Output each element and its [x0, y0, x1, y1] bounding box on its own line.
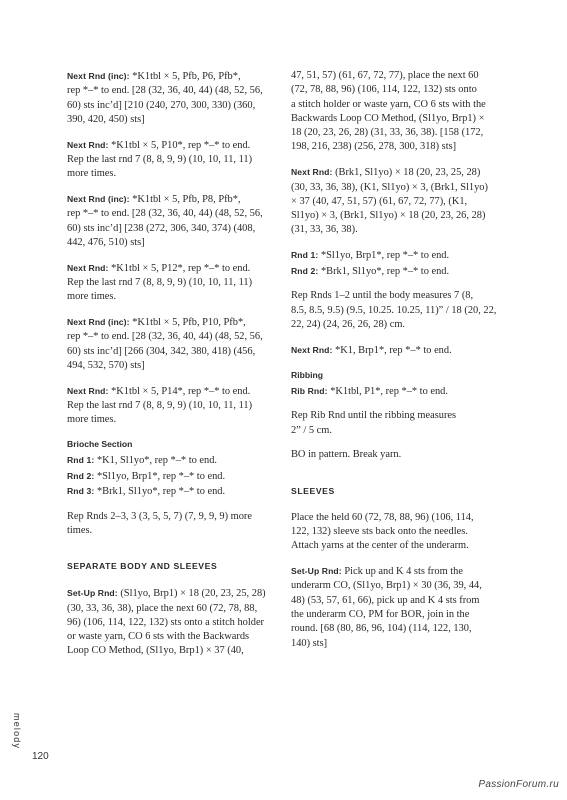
- section-heading-separate: SEPARATE BODY AND SLEEVES: [67, 561, 218, 572]
- ribbing-title: Ribbing: [291, 369, 323, 380]
- step-label: Next Rnd:: [67, 139, 109, 150]
- instruction-next-rnd-1: Next Rnd: *K1tbl × 5, P10*, rep *–* to end. Rep the last rnd 7 (8, 8, 9, 9) (10, 10, 11, 11) more times.: [67, 139, 253, 180]
- instruction-next-rnd-body: Next Rnd: (Brk1, Sl1yo) × 18 (20, 23, 25, 28) (30, 33, 36, 38), (K1, Sl1yo) × 3, (Brk1, Sl1yo) × 37 (40, 47, 51, 57) (61, 67, 72, 77), (K1, Sl1yo) × 3, (Brk1, Sl1yo) × 18 (20, 23, 26, 28) (31, 33, 36, 38).: [291, 167, 488, 236]
- instruction-next-rnd-k1: Next Rnd: *K1, Brp1*, rep *–* to end.: [291, 344, 452, 356]
- step-label: Next Rnd:: [67, 262, 109, 273]
- step-label: Next Rnd:: [291, 344, 333, 355]
- step-label: Rnd 1:: [67, 455, 95, 466]
- step-label: Next Rnd (inc):: [67, 194, 130, 205]
- brioche-repeat: Rep Rnds 2–3, 3 (3, 5, 5, 7) (7, 9, 9, 9) more times.: [67, 510, 252, 536]
- sleeves-intro: Place the held 60 (72, 78, 88, 96) (106, 114, 122, 132) sleeve sts back onto the needles. Attach yarns at the center of the underarm.: [291, 511, 474, 552]
- watermark: PassionForum.ru: [478, 779, 559, 790]
- brioche-rounds: Rnd 1: *K1, Sl1yo*, rep *–* to end. Rnd 2: *Sl1yo, Brp1*, rep *–* to end. Rnd 3: *Brk1, Sl1yo*, rep *–* to end.: [67, 455, 226, 497]
- section-heading-sleeves: SLEEVES: [291, 485, 335, 496]
- step-label: Set-Up Rnd:: [291, 566, 342, 577]
- bind-off: BO in pattern. Break yarn.: [291, 449, 402, 461]
- instruction-next-rnd-inc-2: Next Rnd (inc): *K1tbl × 5, Pfb, P8, Pfb*, rep *–* to end. [28 (32, 36, 40, 44) (48, 52, 56, 60) sts inc’d] [238 (272, 306, 340, 374) (408, 442, 476, 510) sts]: [67, 194, 263, 248]
- page-number: 120: [32, 751, 49, 762]
- rib-rnd: Rib Rnd: *K1tbl, P1*, rep *–* to end.: [291, 385, 448, 397]
- brioche-section-title: Brioche Section: [67, 439, 133, 450]
- step-label: Rnd 3:: [67, 485, 95, 496]
- right-column: [291, 69, 501, 661]
- instruction-next-rnd-3: Next Rnd: *K1tbl × 5, P14*, rep *–* to end. Rep the last rnd 7 (8, 8, 9, 9) (10, 10, 11, 11) more times.: [67, 385, 253, 426]
- step-label: Set-Up Rnd:: [67, 588, 118, 599]
- step-label: Rib Rnd:: [291, 385, 328, 396]
- ribbing-repeat: Rep Rib Rnd until the ribbing measures 2” / 5 cm.: [291, 410, 457, 436]
- body-rounds: Rnd 1: *Sl1yo, Brp1*, rep *–* to end. Rnd 2: *Brk1, Sl1yo*, rep *–* to end.: [291, 250, 450, 277]
- body-repeat: Rep Rnds 1–2 until the body measures 7 (8, 8.5, 8.5, 9.5) (9.5, 10.25. 10.25, 11)” / 18 (20, 22, 22, 24) (24, 26, 26, 28) cm.: [291, 290, 497, 330]
- step-label: Next Rnd:: [291, 167, 333, 178]
- setup-rnd-continued: 47, 51, 57) (61, 67, 72, 77), place the next 60 (72, 78, 88, 96) (106, 114, 122, 132) sts onto a stitch holder or waste yarn, CO 6 sts with the Backwards Loop CO Method, (Sl1yo, Brp1) × 18 (20, 23, 26, 28) (31, 33, 36, 38). [158 (172, 198, 216, 238) (256, 278, 300, 318) sts]: [291, 70, 486, 153]
- left-column: [67, 69, 277, 669]
- step-label: Next Rnd:: [67, 385, 109, 396]
- instruction-next-rnd-inc-1: Next Rnd (inc): *K1tbl × 5, Pfb, P6, Pfb*, rep *–* to end. [28 (32, 36, 40, 44) (48, 52, 56, 60) sts inc’d] [210 (240, 270, 300, 330) (360, 390, 420, 450) sts]: [67, 71, 263, 125]
- instruction-setup-rnd-sleeves: Set-Up Rnd: Pick up and K 4 sts from the underarm CO, (Sl1yo, Brp1) × 30 (36, 39, 44, 48) (53, 57, 61, 66), pick up and K 4 sts from the underarm CO, PM for BOR, join in the round. [68 (80, 86, 96, 104) (114, 122, 130, 140) sts]: [291, 566, 482, 649]
- step-label: Rnd 2:: [291, 265, 319, 276]
- instruction-setup-rnd-body: Set-Up Rnd: (Sl1yo, Brp1) × 18 (20, 23, 25, 28) (30, 33, 36, 38), place the next 60 (72, 78, 88, 96) (106, 114, 122, 132) sts onto a stitch holder or waste yarn, CO 6 sts with the Backwards Loop CO Method, (Sl1yo, Brp1) × 37 (40,: [67, 588, 266, 657]
- step-label: Next Rnd (inc):: [67, 71, 130, 81]
- side-running-title: melody: [12, 713, 22, 750]
- step-label: Rnd 1:: [291, 250, 319, 261]
- instruction-next-rnd-inc-3: Next Rnd (inc): *K1tbl × 5, Pfb, P10, Pfb*, rep *–* to end. [28 (32, 36, 40, 44) (48, 52, 56, 60) sts inc’d] [266 (304, 342, 380, 418) (456, 494, 532, 570) sts]: [67, 317, 263, 372]
- step-label: Rnd 2:: [67, 470, 95, 481]
- step-label: Next Rnd (inc):: [67, 317, 130, 328]
- instruction-next-rnd-2: Next Rnd: *K1tbl × 5, P12*, rep *–* to end. Rep the last rnd 7 (8, 8, 9, 9) (10, 10, 11, 11) more times.: [67, 262, 253, 303]
